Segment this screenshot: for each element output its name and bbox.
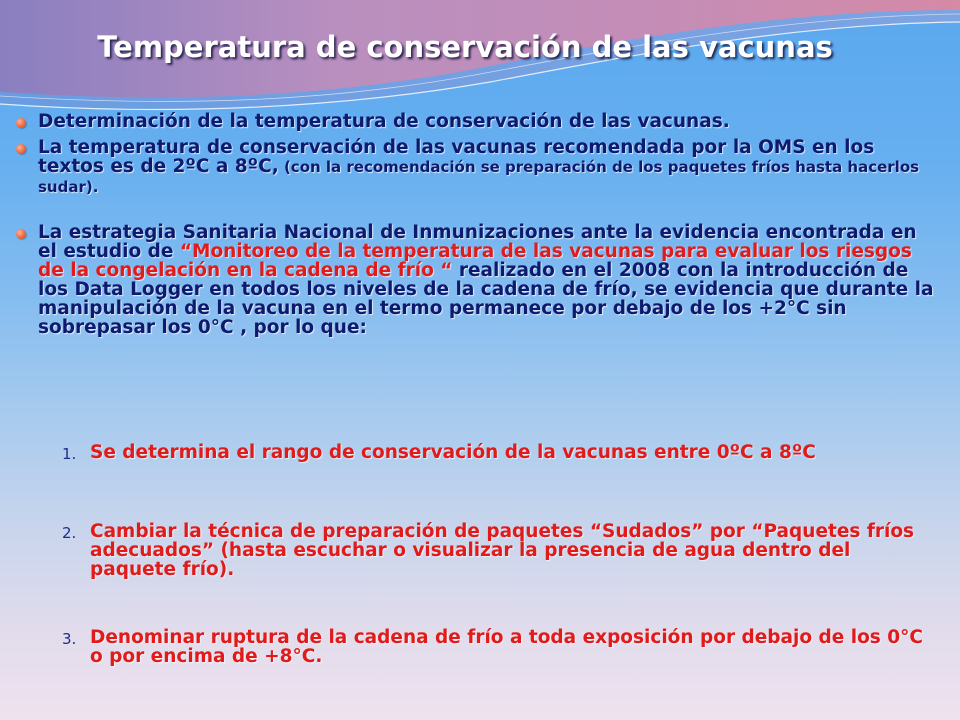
bullet-text (38, 138, 936, 197)
item-text: Denominar ruptura de la cadena de frío a toda exposición por debajo de los 0°C o por encima de +8°C. (90, 627, 923, 667)
bullet-text (38, 112, 730, 131)
numbered-item (62, 443, 932, 464)
item-number: 3. (62, 630, 77, 648)
bullet-3-text-before: La estrategia Sanitaria Nacional de Inmunizaciones ante la evidencia encontrada en el estudio de (38, 222, 917, 262)
bullet-3-text-after: realizado en el 2008 con la introducción de los Data Logger en todos los niveles de la cadena de frío, se evidencia que durante la manipulación de la vacuna en el termo permanece por debajo de los +2°C sin sobrepasar los 0°C , por lo que: (38, 260, 934, 338)
bullet-text (38, 223, 936, 337)
slide-title: Temperatura de conservación de las vacunas (97, 30, 833, 64)
item-text: Cambiar la técnica de preparación de paquetes “Sudados” por “Paquetes fríos adecuados” (hasta escuchar o visualizar la presencia de agua dentro del paquete frío). (90, 521, 915, 580)
bullet-item (16, 138, 936, 197)
bullet-item (16, 223, 936, 337)
bullet-3-highlight: “Monitoreo de la temperatura de las vacunas para evaluar los riesgos de la congelación en la cadena de frío “ (38, 241, 912, 281)
bullet-dot-icon (16, 144, 26, 154)
bullet-item (16, 112, 936, 131)
item-number: 1. (62, 445, 77, 463)
bullet-2-note: (con la recomendación se preparación de los paquetes fríos hasta hacerlos sudar). (38, 158, 920, 196)
bullet-dot-icon (16, 229, 26, 239)
bullet-dot-icon (16, 118, 26, 128)
numbered-item (62, 522, 932, 579)
item-text: Se determina el rango de conservación de la vacunas entre 0ºC a 8ºC (90, 442, 816, 463)
numbered-item (62, 628, 932, 666)
bullet-1-text: Determinación de la temperatura de conservación de las vacunas. (38, 111, 730, 132)
bullet-2-text: La temperatura de conservación de las vacunas recomendada por la OMS en los textos es de 2ºC a 8ºC, (38, 137, 875, 177)
item-number: 2. (62, 524, 77, 542)
